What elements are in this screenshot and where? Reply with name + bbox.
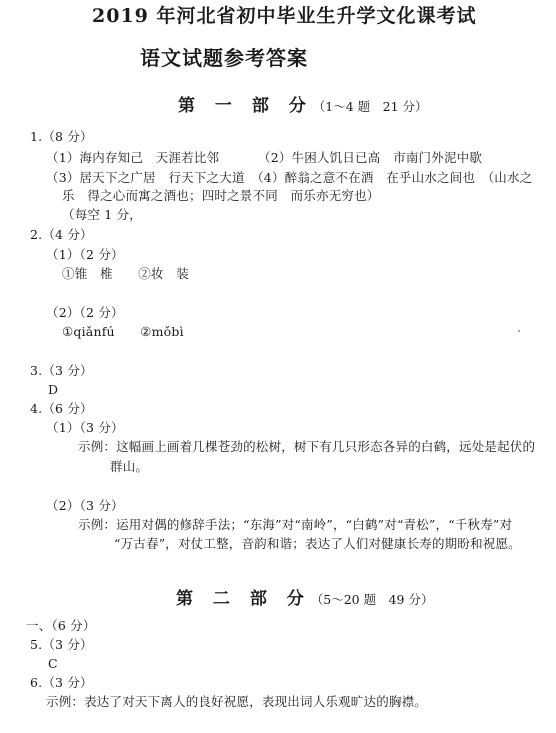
q2-sub2-answer: ①qiǎnfú ②mǒbì xyxy=(62,324,184,339)
document-subtitle: 语文试题参考答案 xyxy=(140,46,308,70)
exam-title: 2019 年河北省初中毕业生升学文化课考试 xyxy=(92,5,477,27)
q6-answer: 示例：表达了对天下离人的良好祝愿，表现出词人乐观旷达的胸襟。 xyxy=(46,694,428,709)
q2-sub1-label: （1）（2 分） xyxy=(46,247,124,262)
q2-sub1-answer: ①锥 椎 ②妆 装 xyxy=(62,266,190,281)
part-two-title: 第 二 部 分 xyxy=(176,589,311,609)
q2-number: 2.（4 分） xyxy=(30,227,93,242)
q5-number: 5.（3 分） xyxy=(30,637,93,652)
q6-number: 6.（3 分） xyxy=(30,675,93,690)
q4-sub2-answer-line1: 示例：运用对偶的修辞手法；“东海”对“南岭”，“白鹤”对“青松”，“千秋寿”对 xyxy=(78,517,513,532)
q4-sub1-answer-line1: 示例：这幅画上画着几棵苍劲的松树，树下有几只形态各异的白鹤，远处是起伏的 xyxy=(78,439,536,454)
part-two-heading xyxy=(176,591,433,608)
part-one-title: 第 一 部 分 xyxy=(178,96,313,116)
q2-sub2-label: （2）（2 分） xyxy=(46,305,124,320)
q1-answer-continued: 乐 得之心而寓之酒也；四时之景不同 而乐亦无穷也） xyxy=(62,188,380,203)
q1-scoring-note: （每空 1 分， xyxy=(62,207,142,222)
part-two-range: （5～20 题 49 分） xyxy=(310,592,434,607)
q4-sub2-answer-line2: “万古春”，对仗工整，音韵和谐；表达了人们对健康长寿的期盼和祝愿。 xyxy=(114,536,521,551)
q1-answer-2: （2）牛困人饥日已高 市南门外泥中歇 xyxy=(258,150,483,165)
q4-sub1-label: （1）（3 分） xyxy=(46,420,124,435)
q4-sub2-label: （2）（3 分） xyxy=(46,498,124,513)
q4-sub1-answer-line2: 群山。 xyxy=(110,459,149,474)
q3-answer: D xyxy=(48,382,59,397)
section-one-heading: 一、（6 分） xyxy=(26,618,96,633)
q1-answer-3-4: （3）居天下之广居 行天下之大道 （4）醉翁之意不在酒 在乎山水之间也 （山水之 xyxy=(46,170,533,185)
q3-number: 3.（3 分） xyxy=(30,363,93,378)
q5-answer: C xyxy=(48,656,58,671)
q1-number: 1.（8 分） xyxy=(30,129,93,144)
part-one-heading xyxy=(178,98,428,115)
part-one-range: （1～4 题 21 分） xyxy=(312,99,428,114)
scan-speck xyxy=(518,330,520,332)
q1-answer-1: （1）海内存知己 天涯若比邻 xyxy=(46,150,220,165)
q4-number: 4.（6 分） xyxy=(30,401,93,416)
